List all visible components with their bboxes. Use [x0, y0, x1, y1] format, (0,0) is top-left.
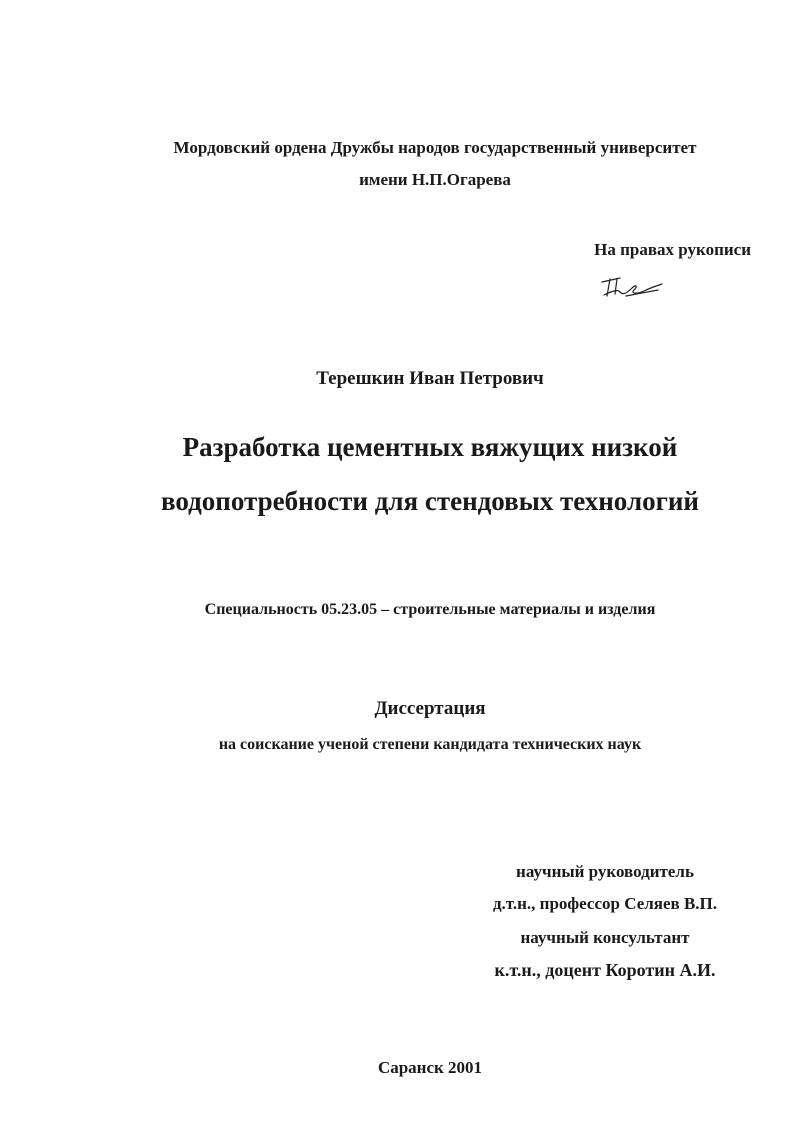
handwritten-signature — [598, 268, 664, 300]
consultant-role: научный консультант — [520, 928, 690, 947]
dissertation-title-line1: Разработка цементных вяжущих низкой — [182, 432, 678, 462]
manuscript-rights-note: На правах рукописи — [594, 240, 751, 259]
specialty: Специальность 05.23.05 – строительные материалы и изделия — [204, 601, 656, 618]
university-name-line2: имени Н.П.Огарева — [359, 170, 511, 189]
supervisor-name: д.т.н., профессор Селяев В.П. — [492, 894, 718, 913]
dissertation-label: Диссертация — [374, 698, 486, 719]
dissertation-title-line2: водопотребности для стендовых технологий — [161, 486, 699, 516]
university-name-line1: Мордовский ордена Дружбы народов государственный университет — [173, 138, 697, 157]
city-and-year: Саранск 2001 — [377, 1058, 483, 1077]
consultant-name: к.т.н., доцент Коротин А.И. — [494, 960, 716, 980]
supervisor-role: научный руководитель — [516, 862, 694, 881]
author-name: Терешкин Иван Петрович — [316, 368, 544, 389]
degree-description: на соискание ученой степени кандидата технических наук — [218, 736, 642, 753]
